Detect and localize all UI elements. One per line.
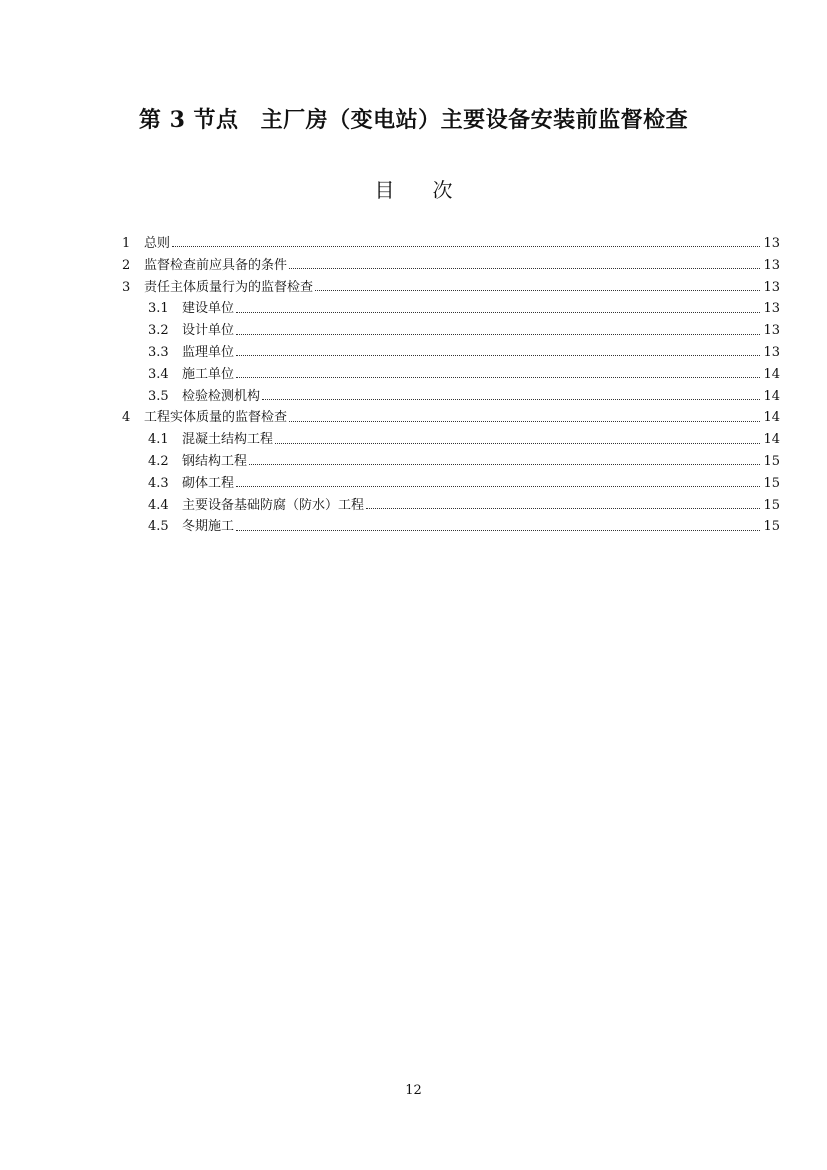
toc-entry-number: 3.1 [148,301,169,317]
toc-entry-page: 14 [763,432,780,448]
toc-entry-number: 4 [122,410,131,426]
toc-entry-page: 14 [763,388,780,404]
toc-entry[interactable] [122,364,780,386]
toc-entry-label: 混凝土结构工程 [182,432,274,448]
toc-dot-leader [366,508,760,509]
toc-entry-page: 14 [763,410,780,426]
toc-dot-leader [236,486,760,487]
toc-entry-number: 4.4 [148,497,169,513]
toc-entry-number: 3.5 [148,388,169,404]
toc-entry-label: 工程实体质量的监督检查 [144,410,288,426]
toc-dot-leader [236,334,760,335]
page-title [0,103,827,134]
toc-dot-leader [315,290,760,291]
toc-entry-page: 13 [763,279,780,295]
toc-entry-number: 4.2 [148,453,169,469]
toc-entry-number: 3.4 [148,366,169,382]
section-label: 第 3 节点 [138,107,239,133]
toc-entry-number: 3.3 [148,344,169,360]
toc-dot-leader [275,443,760,444]
toc-entry-number: 1 [122,236,131,251]
toc-entry-label: 建设单位 [182,301,235,317]
toc-entry[interactable] [122,298,780,320]
toc-entry[interactable] [122,342,780,364]
toc-entry[interactable] [122,320,780,342]
toc-dot-leader [236,355,760,356]
toc-entry-page: 13 [763,257,780,273]
toc-entry-number: 4.5 [148,519,169,535]
toc-entry-label: 主要设备基础防腐（防水）工程 [182,497,365,513]
toc-dot-leader [236,312,760,313]
table-of-contents [122,233,780,538]
toc-dot-leader [236,377,760,378]
toc-entry-page: 15 [763,519,780,535]
toc-entry-label: 施工单位 [182,366,235,382]
toc-entry[interactable] [122,386,780,408]
toc-entry-page: 13 [763,344,780,360]
toc-dot-leader [289,268,760,269]
toc-entry-label: 冬期施工 [182,519,235,535]
toc-entry-number: 4.1 [148,432,169,448]
section-title: 主厂房（变电站）主要设备安装前监督检查 [260,107,689,133]
toc-entry-label: 责任主体质量行为的监督检查 [144,279,314,295]
toc-entry-page: 15 [763,497,780,513]
toc-entry[interactable] [122,495,780,517]
toc-dot-leader [172,246,760,247]
toc-entry-label: 砌体工程 [182,475,235,491]
toc-dot-leader [236,530,760,531]
page-number: 12 [405,1083,422,1098]
toc-entry-page: 13 [763,301,780,317]
toc-dot-leader [249,464,760,465]
toc-dot-leader [262,399,760,400]
toc-entry-label: 设计单位 [182,323,235,339]
toc-entry[interactable] [122,473,780,495]
toc-entry-page: 13 [763,236,780,251]
toc-entry-label: 钢结构工程 [182,453,248,469]
toc-entry-number: 3 [122,279,131,295]
toc-entry[interactable] [122,429,780,451]
toc-entry-label: 监理单位 [182,344,235,360]
toc-entry-page: 15 [763,475,780,491]
toc-entry[interactable] [122,451,780,473]
toc-entry[interactable] [122,516,780,538]
toc-entry-label: 检验检测机构 [182,388,261,404]
toc-entry-label: 监督检查前应具备的条件 [144,257,288,273]
toc-entry-label: 总则 [144,236,171,251]
toc-entry[interactable] [122,255,780,277]
toc-entry[interactable] [122,233,780,255]
toc-entry-number: 4.3 [148,475,169,491]
toc-heading: 目次 [374,178,491,202]
toc-dot-leader [289,421,760,422]
toc-entry-page: 15 [763,453,780,469]
toc-entry-number: 3.2 [148,323,169,339]
toc-entry[interactable] [122,277,780,299]
toc-entry-page: 14 [763,366,780,382]
toc-entry[interactable] [122,407,780,429]
toc-entry-number: 2 [122,257,131,273]
toc-entry-page: 13 [763,323,780,339]
